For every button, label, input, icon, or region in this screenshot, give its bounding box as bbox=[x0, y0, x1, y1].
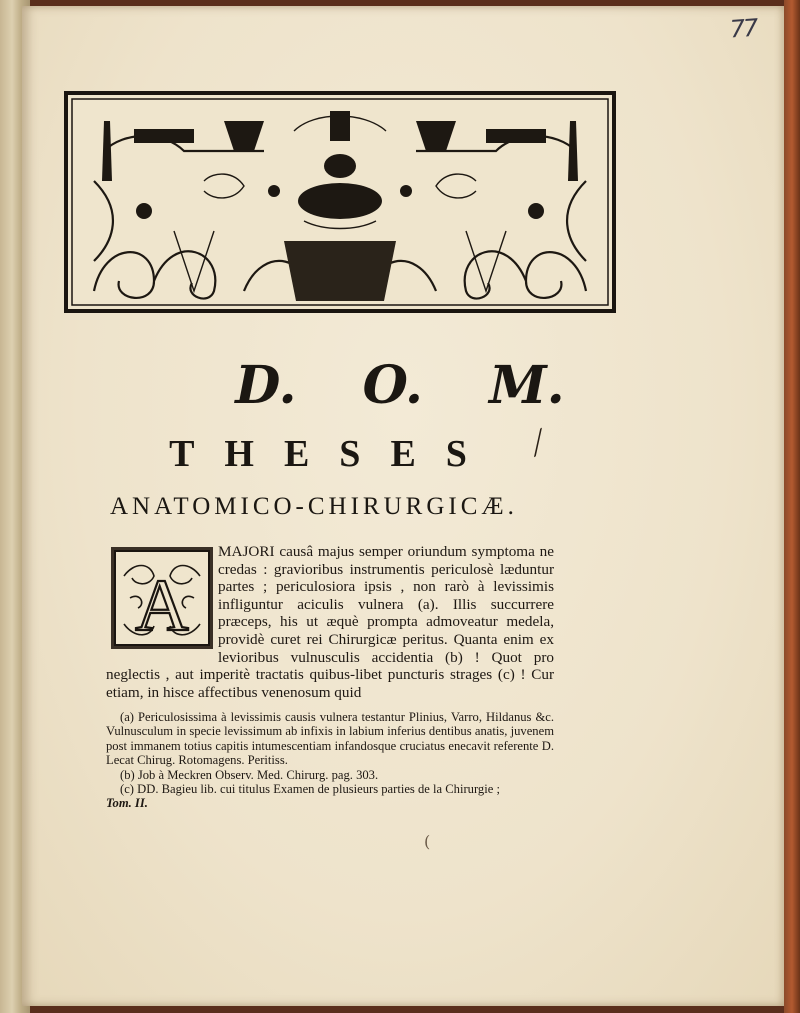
book-edge bbox=[784, 0, 800, 1013]
folio-number: 77 bbox=[729, 13, 758, 44]
dom-heading: D. O. M. bbox=[235, 355, 565, 416]
body-text: MAJORI causâ majus semper oriundum symptoma ne credas : gravioribus instrumentis periculosè læduntur partes ; periculosiora ipsis , non rarò à levissimis infliguntur aciculis vulnera (a). Illis succurrere præceps, his ut æquè prompta admoveatur medela, providè curet rei Chirurgicæ peritus. Quanta enim ex levioribus vulnusculis accidentia (b) ! Quot pro neglectis , aut imperitè tractatis quibus-libet puncturis strages (c) ! Cur etiam, in hisce affectibus venenosum quid bbox=[106, 543, 554, 701]
footnote-b: (b) Job à Meckren Observ. Med. Chirurg. pag. 303. bbox=[120, 767, 379, 782]
signature-mark: Tom. II. bbox=[106, 796, 148, 811]
theses-title: THESES bbox=[169, 433, 497, 475]
body-paragraph bbox=[106, 543, 554, 701]
footnote-c: (c) DD. Bagieu lib. cui titulus Examen de plusieurs parties de la Chirurgie ; bbox=[120, 782, 500, 797]
footnote-a: (a) Periculosissima à levissimis causis vulnera testantur Plinius, Varro, Hildanus &c. Vulnusculum in specie levissimum ab infixis in labium inferius dentibus anatis, juvenem post immanem totius capitis intumescentiam infandosque cruciatus enecavit referente D. Lecat Chirug. Rotomagens. Peritiss. bbox=[106, 710, 554, 768]
svg-text:A: A bbox=[135, 565, 189, 647]
footnotes bbox=[106, 710, 554, 811]
stray-mark: ( bbox=[424, 832, 431, 851]
ink-mark: ⟋ bbox=[521, 423, 556, 464]
subtitle: ANATOMICO-CHIRURGICÆ. bbox=[110, 493, 518, 520]
ornamental-headpiece bbox=[64, 91, 616, 313]
